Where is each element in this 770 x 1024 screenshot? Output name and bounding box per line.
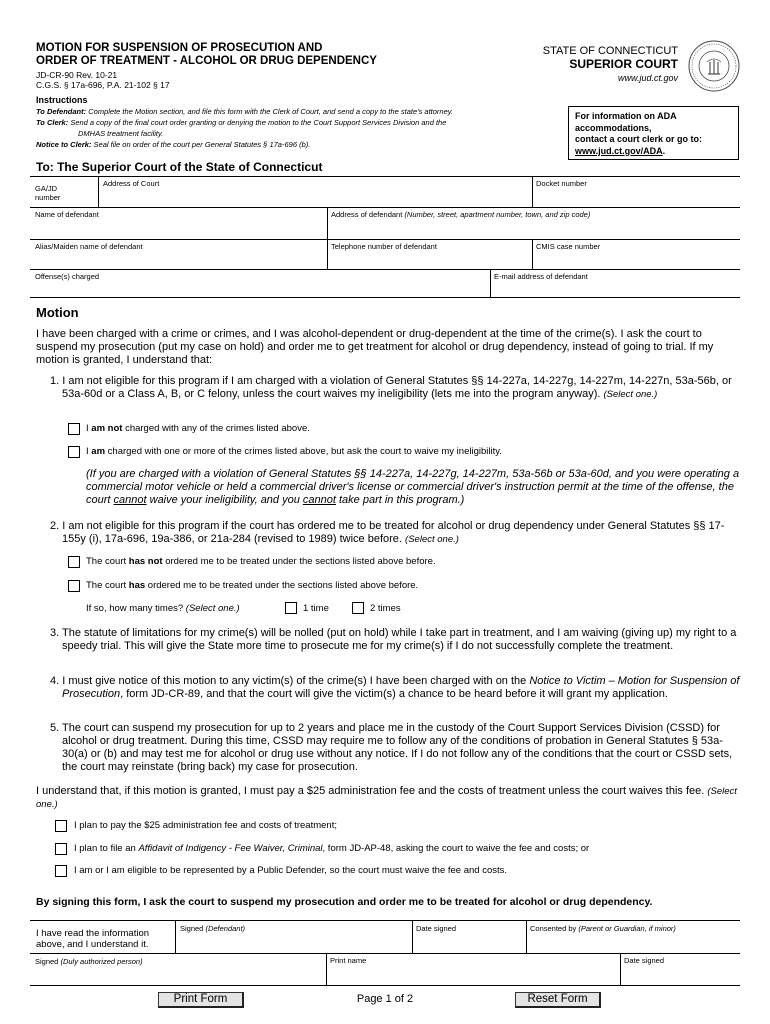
fee-waiver-option: I plan to file an Affidavit of Indigency - Fee Waiver, Criminal, form JD-AP-48, asking the court to waive the fee and costs; or xyxy=(74,843,590,854)
address-of-court-label: Address of Court xyxy=(103,179,160,188)
item-2: 2. I am not eligible for this program if the court has ordered me to be treated for alcohol or drug dependency under General Statutes §§ 17-155y (i), 17a-696, 19a-386, or 21a-284 (revised to 1989) twice before. (Select one.) xyxy=(50,520,725,545)
item-3: 3. The statute of limitations for my crime(s) will be nolled (put on hold) while I take part in treatment, and I am waiving (giving up) my right to a speedy trial. This will give the State more time to prosecute me for my crime(s) if I do not successfully complete the treatment. xyxy=(50,627,737,652)
pay-fee-checkbox[interactable] xyxy=(55,820,67,832)
instruction-notice: Notice to Clerk: Seal file on order of the court per General Statutes § 17a-696 (b). xyxy=(36,140,311,149)
date-signed-2-label: Date signed xyxy=(624,956,665,965)
defendant-signature-field[interactable] xyxy=(180,934,408,951)
form-number: JD-CR-90 Rev. 10-21 xyxy=(36,70,118,80)
state-name: STATE OF CONNECTICUT xyxy=(542,45,678,57)
email-label: E-mail address of defendant xyxy=(494,272,588,281)
two-times-label: 2 times xyxy=(370,603,401,614)
instruction-clerk: To Clerk: Send a copy of the final court order granting or denying the motion to the Court Support Services Division and the xyxy=(36,118,447,127)
ada-line2: accommodations, xyxy=(575,122,652,133)
public-defender-option: I am or I am eligible to be represented by a Public Defender, so the court must waive the fee and costs. xyxy=(74,865,508,876)
one-time-label: 1 time xyxy=(303,603,329,614)
not-charged-option: I am not charged with any of the crimes listed above. xyxy=(86,423,310,434)
court-name: SUPERIOR COURT xyxy=(569,57,678,71)
telephone-label: Telephone number of defendant xyxy=(331,242,437,251)
cmis-label: CMIS case number xyxy=(536,242,601,251)
instructions-heading: Instructions xyxy=(36,95,88,105)
two-times-checkbox[interactable] xyxy=(352,602,364,614)
page-number: Page 1 of 2 xyxy=(356,993,414,1005)
form-statutes: C.G.S. § 17a-696, P.A. 21-102 § 17 xyxy=(36,80,170,90)
fee-waiver-checkbox[interactable] xyxy=(55,843,67,855)
signing-statement: By signing this form, I ask the court to suspend my prosecution and order me to be treated for alcohol or drug dependency. xyxy=(36,896,653,908)
not-charged-checkbox[interactable] xyxy=(68,423,80,435)
item-4: 4. I must give notice of this motion to any victim(s) of the crime(s) I have been charged with on the Notice to Victim – Motion for Suspension of Prosecution, form JD-CR-89, and that the court will give the victim(s) a chance to be heard before it will grant my application. xyxy=(50,675,740,700)
ada-line1: For information on ADA xyxy=(575,111,677,121)
print-form-button[interactable]: Print Form xyxy=(158,992,244,1008)
has-not-ordered-checkbox[interactable] xyxy=(68,556,80,568)
consented-by-label: Consented by (Parent or Guardian, if minor) xyxy=(530,924,676,933)
charged-waive-option: I am charged with one or more of the crimes listed above, but ask the court to waive my ineligibility. xyxy=(86,446,502,457)
read-understand-text: I have read the information above, and I understand it. xyxy=(36,928,150,950)
ga-jd-label: GA/JD number xyxy=(35,184,61,202)
court-website: www.jud.ct.gov xyxy=(617,73,678,83)
item-1: 1. I am not eligible for this program if I am charged with a violation of General Statutes §§ 14-227a, 14-227g, 14-227m, 14-227n, 53a-56b, or 53a-60d or a Class A, B, or C felony, unless the court waives my ineligibility (lets me into the program anyway). (Select one.) xyxy=(50,375,732,400)
signed-defendant-label: Signed (Defendant) xyxy=(180,924,246,933)
print-name-label: Print name xyxy=(330,956,367,965)
offenses-label: Offense(s) charged xyxy=(35,272,100,281)
times-question: If so, how many times? (Select one.) xyxy=(86,603,240,614)
signed-authorized-label: Signed (Duly authorized person) xyxy=(35,957,143,966)
pay-fee-option: I plan to pay the $25 administration fee and costs of treatment; xyxy=(74,820,337,831)
ada-link[interactable]: www.jud.ct.gov/ADA xyxy=(575,145,663,156)
form-title-line1: MOTION FOR SUSPENSION OF PROSECUTION AND xyxy=(36,42,323,54)
fee-statement: I understand that, if this motion is granted, I must pay a $25 administration fee and the costs of treatment unless the court waives this fee. (Select one.) xyxy=(36,785,737,810)
ada-box: For information on ADA accommodations, contact a court clerk or go to: www.jud.ct.gov/ADA. xyxy=(568,106,739,160)
defendant-address-label: Address of defendant (Number, street, apartment number, town, and zip code) xyxy=(331,210,591,219)
docket-number-label: Docket number xyxy=(536,179,587,188)
charged-waive-checkbox[interactable] xyxy=(68,446,80,458)
has-ordered-checkbox[interactable] xyxy=(68,580,80,592)
defendant-name-label: Name of defendant xyxy=(35,210,99,219)
motion-heading: Motion xyxy=(36,305,79,320)
reset-form-button[interactable]: Reset Form xyxy=(515,992,601,1008)
instruction-clerk-cont: DMHAS treatment facility. xyxy=(78,129,164,138)
public-defender-checkbox[interactable] xyxy=(55,865,67,877)
state-seal-icon xyxy=(688,40,740,92)
alias-label: Alias/Maiden name of defendant xyxy=(35,242,143,251)
one-time-checkbox[interactable] xyxy=(285,602,297,614)
commercial-driver-note: (If you are charged with a violation of General Statutes §§ 14-227a, 14-227g, 14-227m, 53a-56b or 53a-60d, and you were operating a commercial motor vehicle or held a commercial driver's license or commercial driver's instruction permit at the time of the offense, the court cannot waive your ineligibility, and you cannot take part in this program.) xyxy=(86,468,740,506)
date-signed-label: Date signed xyxy=(416,924,457,933)
item-5: 5. The court can suspend my prosecution for up to 2 years and place me in the custody of the Court Support Services Division (CSSD) for alcohol or drug treatment. During this time, CSSD may require me to follow any of the conditions of probation in General Statutes § 53a-30(a) or (b) and may test me for alcohol or drug use without any notice. If I do not follow any of the conditions that the court or CSSD sets, the court may reinstate (bring back) my case for prosecution. xyxy=(50,722,733,773)
has-ordered-option: The court has ordered me to be treated under the sections listed above before. xyxy=(86,580,419,591)
has-not-ordered-option: The court has not ordered me to be treated under the sections listed above before. xyxy=(86,556,436,567)
motion-intro: I have been charged with a crime or crimes, and I was alcohol-dependent or drug-dependent at the time of the crime(s). I ask the court to suspend my prosecution (put my case on hold) and order me to get treatment for alcohol or drug dependency, instead of going to trial. If my motion is granted, I understand that: xyxy=(36,328,714,366)
form-title-line2: ORDER OF TREATMENT - ALCOHOL OR DRUG DEPENDENCY xyxy=(36,55,377,67)
ada-line3: contact a court clerk or go to: xyxy=(575,134,703,144)
instruction-defendant: To Defendant: Complete the Motion section, and file this form with the Clerk of Court, and send a copy to the state's attorney. xyxy=(36,107,454,116)
to-line: To: The Superior Court of the State of Connecticut xyxy=(36,160,323,174)
